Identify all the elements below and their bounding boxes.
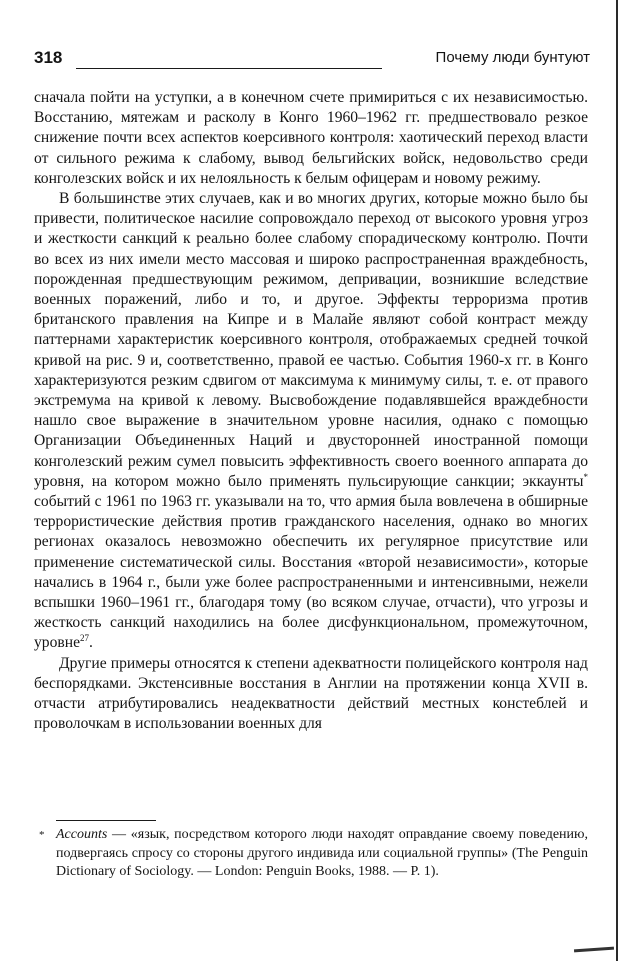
footnote-term: Accounts xyxy=(56,827,108,842)
endnote-reference: 27 xyxy=(80,633,90,644)
running-title: Почему люди бунтуют xyxy=(435,49,590,66)
footnote-mark: * xyxy=(39,829,45,841)
header-rule xyxy=(76,68,382,69)
footnote xyxy=(39,826,588,882)
paragraph-2-continued: событий с 1961 по 1963 гг. указывали на то, что армия была вовлечена в обширные террористические действия против гражданского населения, однако во многих регионах оказалось невозможно обеспечить их регулярное присутствие или применение систематической силы. Восстания «второй независимости», которые начались в 1964 г., были уже более распространенными и интенсивными, нежели вспышки 1960–1961 гг., благодаря тому (во всяком случае, отчасти), что угрозы и жесткость санкций находились на более дисфункциональном, промежуточном, уровне xyxy=(34,493,588,652)
paragraph-2-text: В большинстве этих случаев, как и во многих других, которые можно было бы привести, политическое насилие сопровождало переход от высокого уровня угроз и жесткости санкций к реально более слабому спорадическому контролю. Почти во всех из них имели место массовая и широко распространенная враждебность, порожденная предшествующим режимом, депривации, возникшие вследствие военных поражений, либо и то, и другое. Эффекты терроризма против британского правления на Кипре и в Малайе являют собой контраст между паттернами характеристик коерсивного контроля, отображаемых средней точкой кривой на рис. 9 и, соответственно, правой ее частью. События 1960-х гг. в Конго характеризуются резким сдвигом от максимума к минимуму силы, т. е. от правого экстремума на кривой к левому. Высвобождение подавлявшейся враждебности нашло свое выражение в значительном уровне насилия, однако с помощью Организации Объединенных Наций и двусторонней иностранной помощи конголезский режим сумел повысить эффективность своего военного аппарата до уровня, на котором можно было применять пульсирующие санкции; эккаунты xyxy=(34,190,588,490)
paragraph-1: сначала пойти на уступки, а в конечном счете примириться с их независимостью. Восстанию, мятежам и расколу в Конго 1960–1962 гг. предшествовало резкое снижение почти всех аспектов коерсивного контроля: хаотический переход власти от сильного режима к слабому, вывод бельгийских войск, недовольство среди конголезских войск и их нелояльность к белым офицерам и новому режиму. xyxy=(34,89,588,187)
scan-corner-mark xyxy=(574,947,614,953)
paragraph-2-period: . xyxy=(89,634,93,652)
paragraph-3: Другие примеры относятся к степени адекватности полицейского контроля над беспорядками. Экстенсивные восстания в Англии на протяжении конца XVII в. отчасти атрибутировались неадекватности действий местных констеблей и проволочкам в использовании военных для xyxy=(34,654,588,733)
footnote-marker: * xyxy=(583,471,588,482)
paragraph-2 xyxy=(34,189,588,654)
footnote-text: — «язык, посредством которого люди находят оправдание своему поведению, подвергаясь спросу со стороны другого индивида или социальной группы» (The Penguin Dictionary of Sociology. — London: Penguin Books, 1988. — P. 1). xyxy=(56,827,588,880)
body-text xyxy=(34,88,588,735)
page-number: 318 xyxy=(34,48,63,67)
page-edge xyxy=(616,0,618,961)
page-header xyxy=(34,48,590,72)
footnote-rule xyxy=(56,820,156,821)
